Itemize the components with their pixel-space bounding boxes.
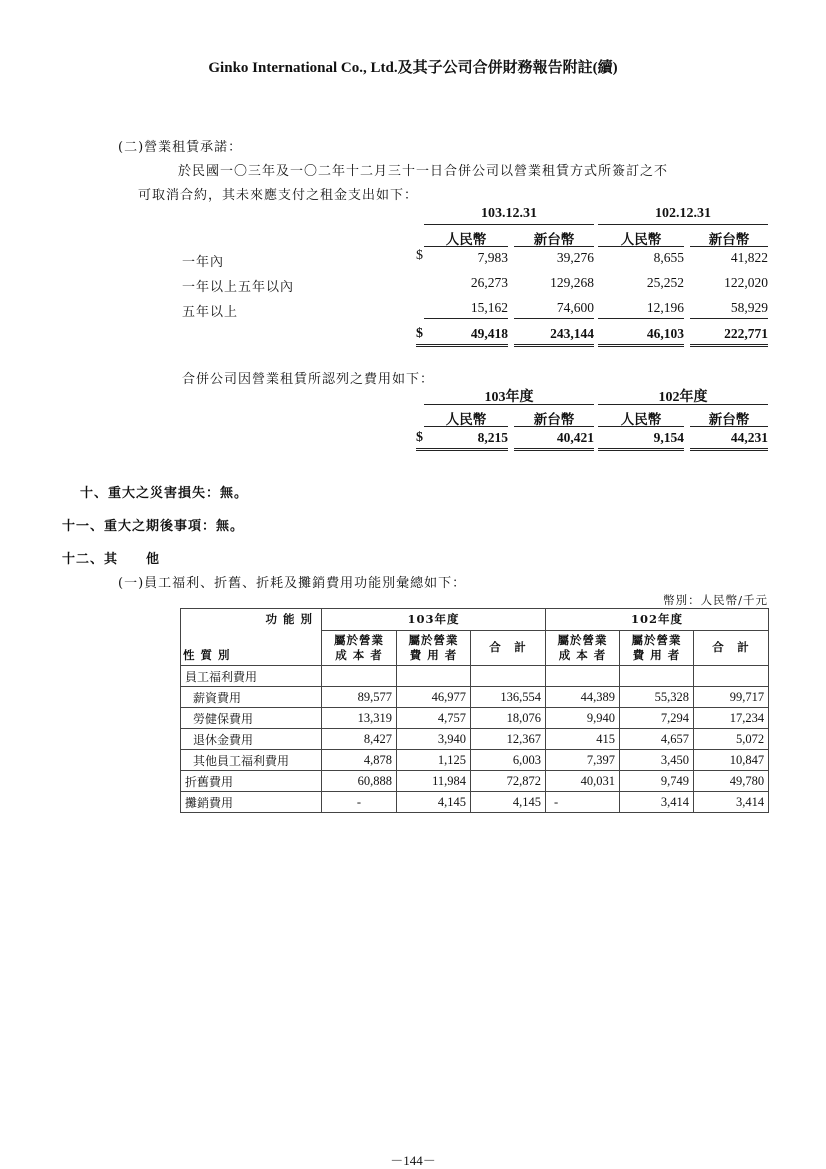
table-row [181,687,769,708]
cell-value: 5,072 [694,729,769,750]
total-value: 49,418 [416,324,508,347]
lease-intro-line1: 於民國一〇三年及一〇二年十二月三十一日合併公司以營業租賃方式所簽訂之不 [178,164,669,179]
cell-value: 25,252 [646,275,684,290]
group-header-102: 102.12.31 [598,206,768,225]
col-twd-102: 新台幣 [690,408,768,427]
col-rmb-103: 人民幣 [424,228,508,247]
cell-value: 58,929 [690,298,768,319]
empty-cell [397,666,471,687]
cell-value: 4,145 [471,792,546,813]
section-10-heading: 十、重大之災害損失：無。 [80,486,249,501]
cell-value: 4,657 [620,729,694,750]
cell-value: 1,125 [397,750,471,771]
currency-symbol: $ [416,430,423,445]
corner-nature-label: 性 質 別 [183,648,231,662]
cell-value: 12,196 [598,298,684,319]
cell-value: 7,294 [620,708,694,729]
cell-value: 11,984 [397,771,471,792]
cell-value: 12,367 [471,729,546,750]
sub-header-total: 合 計 [694,630,769,665]
cell-value: 3,414 [620,792,694,813]
total-value: 243,144 [514,324,594,347]
cell-value: 9,940 [546,708,620,729]
cell-value: 9,749 [620,771,694,792]
cell-value: 8,655 [653,250,684,265]
row-label: 其他員工福利費用 [181,750,322,771]
cell-value: 74,600 [514,298,594,319]
lease-expense-table [416,386,768,450]
page-number: －144－ [390,1153,436,1168]
group-header-102: 102年度 [598,386,768,405]
col-twd-103: 新台幣 [514,408,594,427]
empty-cell [620,666,694,687]
empty-cell [322,666,397,687]
sub-header-cost [546,630,620,665]
row-label: 薪資費用 [181,687,322,708]
table-row [181,792,769,813]
sub-header-line: 屬於營業 [631,632,682,647]
sub-header-cost [322,630,397,665]
row-label: 攤銷費用 [181,792,322,813]
cell-value: 99,717 [694,687,769,708]
cell-value: 46,977 [397,687,471,708]
cell-value: 3,940 [397,729,471,750]
cell-value: 6,003 [471,750,546,771]
cell-value: 122,020 [724,275,768,290]
section-12-1-heading: (一)員工福利、折舊、折耗及攤銷費用功能別彙總如下： [118,576,467,591]
cell-value: 15,162 [424,298,508,319]
cell-value: 8,427 [322,729,397,750]
function-expense-table [180,608,769,813]
expense-value: 40,421 [514,428,594,451]
lease-row-label: 一年以上五年以內 [182,280,295,295]
cell-value: 60,888 [322,771,397,792]
cell-value: 13,319 [322,708,397,729]
cell-value: 3,414 [694,792,769,813]
currency-symbol: $ [416,326,423,341]
sub-header-line: 屬於營業 [557,632,608,647]
cell-value: 7,397 [546,750,620,771]
cell-value: 7,983 [477,250,508,265]
cell-value: - [322,792,397,813]
expense-intro: 合併公司因營業租賃所認列之費用如下： [182,372,435,387]
sub-header-line: 屬於營業 [408,632,459,647]
sub-header-line: 成 本 者 [335,647,383,662]
row-label: 折舊費用 [181,771,322,792]
cell-value: 4,878 [322,750,397,771]
page-title: Ginko International Co., Ltd.及其子公司合併財務報告附註(續) [208,60,618,76]
lease-commitment-table [416,206,768,346]
row-label: 退休金費用 [181,729,322,750]
section-12-heading: 十二、其 他 [62,552,161,567]
table-row [181,708,769,729]
section-row-label: 員工福利費用 [181,666,322,687]
sub-header-line: 費 用 者 [409,647,458,662]
col-rmb-102: 人民幣 [598,408,684,427]
sub-header-line: 費 用 者 [632,647,681,662]
sub-header-line: 成 本 者 [558,647,607,662]
cell-value: 129,268 [550,275,594,290]
group-header-103: 103年度 [322,609,546,631]
cell-value: 4,757 [397,708,471,729]
group-header-103: 103.12.31 [424,206,594,225]
cell-value: 26,273 [470,275,508,290]
cell-value: 41,822 [730,250,768,265]
sub-header-line: 屬於營業 [334,632,384,647]
lease-intro-line2: 可取消合約，其未來應支付之租金支出如下： [138,188,419,203]
group-header-103: 103年度 [424,386,594,405]
col-rmb-103: 人民幣 [424,408,508,427]
cell-value: 415 [546,729,620,750]
cell-value: 136,554 [471,687,546,708]
empty-cell [546,666,620,687]
sub-header-total: 合 計 [471,630,546,665]
expense-value: 8,215 [416,428,508,451]
sub-header-expense [620,630,694,665]
col-twd-103: 新台幣 [514,228,594,247]
cell-value: 3,450 [620,750,694,771]
table-row [181,729,769,750]
lease-row-label: 五年以上 [182,305,239,320]
group-header-102: 102年度 [546,609,769,631]
corner-header-cell [181,609,322,666]
cell-value: 55,328 [620,687,694,708]
cell-value: 72,872 [471,771,546,792]
total-value: 46,103 [598,324,684,347]
total-value: 222,771 [690,324,768,347]
expense-value: 9,154 [598,428,684,451]
currency-symbol: $ [416,248,423,263]
lease-row-label: 一年內 [182,255,225,270]
cell-value: 44,389 [546,687,620,708]
col-twd-102: 新台幣 [690,228,768,247]
cell-value: 18,076 [471,708,546,729]
table-row [181,771,769,792]
empty-cell [471,666,546,687]
cell-value: 89,577 [322,687,397,708]
cell-value: 40,031 [546,771,620,792]
cell-value: 4,145 [397,792,471,813]
cell-value: - [546,792,620,813]
corner-function-label: 功 能 別 [265,612,313,626]
sub-header-expense [397,630,471,665]
row-label: 勞健保費用 [181,708,322,729]
empty-cell [694,666,769,687]
table-row [181,750,769,771]
cell-value: 49,780 [694,771,769,792]
lease-heading: (二)營業租賃承諾： [118,140,243,155]
cell-value: 10,847 [694,750,769,771]
unit-label: 幣別：人民幣/千元 [663,593,768,607]
cell-value: 39,276 [556,250,594,265]
cell-value: 17,234 [694,708,769,729]
expense-value: 44,231 [690,428,768,451]
col-rmb-102: 人民幣 [598,228,684,247]
section-11-heading: 十一、重大之期後事項：無。 [62,519,245,534]
